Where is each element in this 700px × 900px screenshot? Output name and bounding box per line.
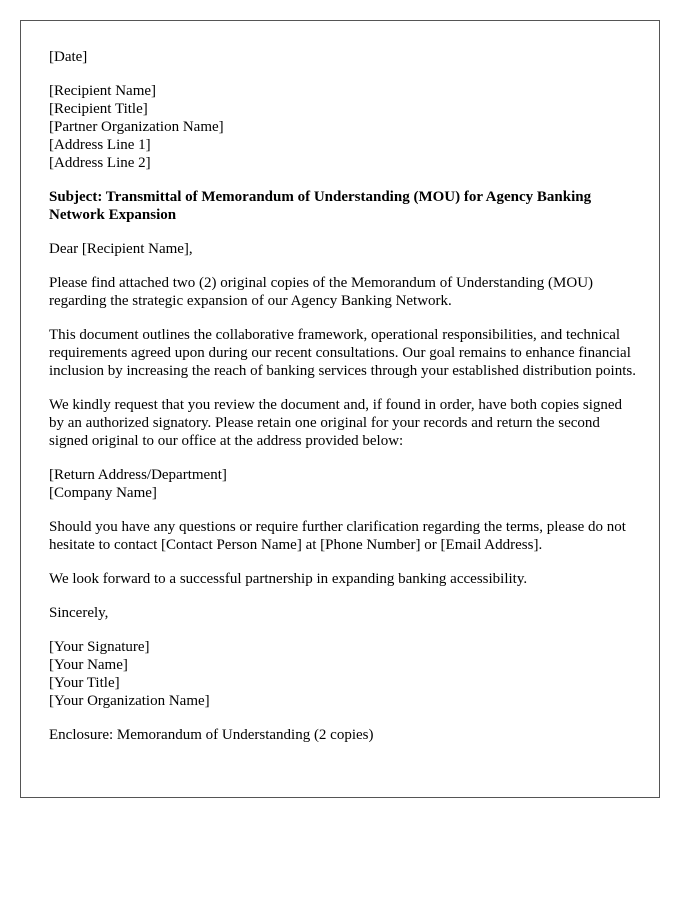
signature-block [49, 638, 639, 710]
closing: Sincerely, [49, 605, 109, 621]
body-paragraph: This document outlines the collaborative framework, operational responsibilities, and technical requirements agreed upon during our recent consultations. Our goal remains to enhance financial inclusion by increasing the reach of banking services through your established distribution points. [49, 327, 636, 379]
salutation: Dear [Recipient Name], [49, 241, 193, 257]
enclosure-note: Enclosure: Memorandum of Understanding (2 copies) [49, 727, 374, 743]
subject-line: Subject: Transmittal of Memorandum of Understanding (MOU) for Agency Banking Network Expansion [49, 189, 592, 223]
return-address-block [49, 466, 639, 502]
recipient-organization: [Partner Organization Name] [49, 119, 224, 135]
return-company: [Company Name] [49, 485, 157, 501]
signature-placeholder: [Your Signature] [49, 639, 150, 655]
letter-content [49, 48, 639, 760]
sender-title: [Your Title] [49, 675, 120, 691]
letter-date: [Date] [49, 49, 88, 65]
recipient-address-line-2: [Address Line 2] [49, 155, 151, 171]
body-paragraph: Please find attached two (2) original copies of the Memorandum of Understanding (MOU) regarding the strategic expansion of our Agency Banking Network. [49, 275, 594, 309]
sender-organization: [Your Organization Name] [49, 693, 210, 709]
return-department: [Return Address/Department] [49, 467, 227, 483]
letter-page [20, 20, 660, 798]
recipient-address-line-1: [Address Line 1] [49, 137, 151, 153]
recipient-address-block [49, 82, 639, 172]
body-paragraph: Should you have any questions or require further clarification regarding the terms, please do not hesitate to contact [Contact Person Name] at [Phone Number] or [Email Address]. [49, 519, 626, 553]
body-paragraph: We kindly request that you review the document and, if found in order, have both copies signed by an authorized signatory. Please retain one original for your records and return the second signed original to our office at the address provided below: [49, 397, 623, 449]
date-block [49, 48, 639, 66]
body-paragraph: We look forward to a successful partnership in expanding banking accessibility. [49, 571, 528, 587]
recipient-title: [Recipient Title] [49, 101, 148, 117]
sender-name: [Your Name] [49, 657, 128, 673]
recipient-name: [Recipient Name] [49, 83, 157, 99]
